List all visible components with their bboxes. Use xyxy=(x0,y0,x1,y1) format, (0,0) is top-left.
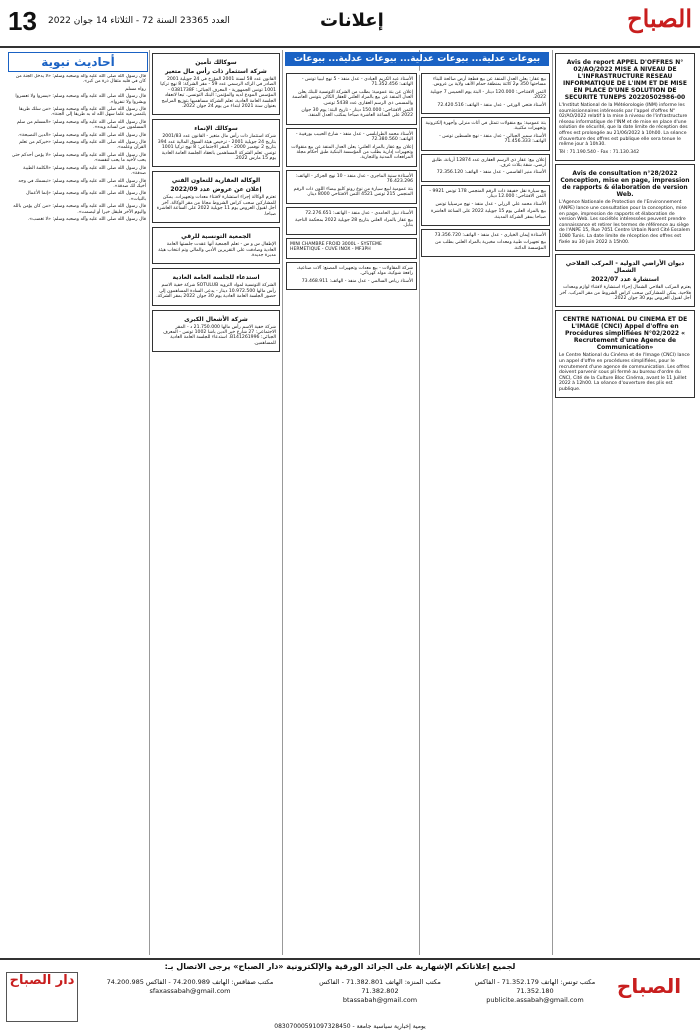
office-phone: مكتب صفاقس: الهاتف 74.200.989 - الفاكس 74.200.985 xyxy=(106,978,274,986)
page-footer xyxy=(0,958,700,1032)
ad-text: الثمن الافتتاحي: 120.000 دينار - البتة يوم الخميس 7 جويلية 2022. xyxy=(430,89,546,101)
page-header xyxy=(0,0,700,48)
ad-block xyxy=(555,53,695,161)
ad-title: Avis de report APPEL D'OFFRES N° 02/AO/2022 MISE A NIVEAU DE L'INFRASTRUCTURE RESEAU INFORMATIQUE DE L'INM ET DE MISE EN PLACE D'UNE SOLUTION DE SECURITE TUNEPS 20220502986-00 xyxy=(563,59,687,101)
ad-text: بتة عمومية لبيع سيارة من نوع رونو كليو بيضاء اللون ذات الرقم المنجمي 215 تونس 4521 الثمن الافتتاحي 8000 دينار. xyxy=(293,186,413,198)
column-divider xyxy=(282,50,283,955)
ad-text: بيع سيارة نقل خفيفة ذات الرقم المنجمي 178 تونس 9921 - الثمن الافتتاحي: 12.000 دينار. xyxy=(429,188,546,200)
ad-title: شركة الأشغال الكبرى xyxy=(184,315,248,323)
hadith-item: قال رسول الله صلى الله عليه وآله وصحبه وسلم: «من كان يؤمن بالله واليوم الآخر فليقل خيرا أو ليصمت». xyxy=(13,204,146,215)
ad-block xyxy=(286,207,417,235)
hadith-item: قال رسول الله صلى الله عليه وآله وصحبه وسلم: «إنما الأعمال بالنيات». xyxy=(26,191,146,202)
ad-block xyxy=(421,73,550,114)
footer-logo-small: دار الصباح xyxy=(6,972,78,1022)
ad-title: سوكالك الإنماء xyxy=(194,125,238,133)
hadith-item: قال رسول الله صلى الله عليه وآله وصحبه وسلم: «يسروا ولا تعسروا وبشروا ولا تنفروا». xyxy=(15,94,146,105)
ad-block xyxy=(152,268,280,305)
office-email[interactable]: btassabah@gmail.com xyxy=(342,996,418,1004)
ad-block xyxy=(152,227,280,264)
ad-body: القانون عدد 58 لسنة 2001 المؤرخ في 24 جويلية 2001 الصادر في الرائد الرسمي عدد 59 - مقر الشركة: 8 نهج تركيا 1001 تونس الجمهورية - المعرف الجبائي: 0381738F - المؤسس المودع لديه والمؤتمن: البنك التونسي. تبعا لانعقاد الجلسة العامة العادية، تعلم الشركة مساهميها بتوزيع المرابيح بعنوان سنة 2021 ابتداء من يوم 24 جوان 2022. xyxy=(160,77,276,110)
ad-body: الشركة التونسية لمواد التزويد SOTULUB شركة خفية الاسم رأس مالها 10.972.500 دينار - يدعى السادة المساهمون إلى حضور الجلسة العامة العادية يوم 30 جوان 2022 بمقر الشركة. xyxy=(156,283,276,300)
hadith-item: قال رسول الله صلى الله عليه وآله وصحبه وسلم: «تبسمك في وجه أخيك لك صدقة». xyxy=(18,178,146,189)
ad-body: شركة خفية الاسم رأس مالها 21.750.000 د - المقر الاجتماعي: 27 شارع خير الدين باشا 1002 تونس - المعرف الجبائي: B141261996. استدعاء للجلسة العامة العادية للمساهمين. xyxy=(162,324,276,346)
column-divider xyxy=(552,50,553,955)
ad-block xyxy=(555,164,695,251)
ad-block xyxy=(286,128,417,167)
footer-bottom-line: يومية إخبارية سياسية جامعة - 08307000591097328450 xyxy=(274,1023,426,1030)
hadith-item: قال رسول الله صلى الله عليه وآله وصحبه وسلم: «الدين النصيحة». xyxy=(17,132,146,138)
ad-block xyxy=(286,170,417,204)
ad-body: يعتزم المركب الفلاحي الشمال إجراء استشارة لاقتناء لوازم ومعدات فلاحية. يمكن للمشاركين سحب كراس الشروط من مقر المركب. آخر أجل لقبول العروض يوم 30 جوان 2022. xyxy=(559,285,691,301)
hadith-item: قال رسول الله صلى الله عليه وآله وصحبه وسلم: «الكلمة الطيبة صدقة». xyxy=(23,165,146,177)
ads-column-3 xyxy=(286,70,417,954)
page-number: 13 xyxy=(8,6,37,36)
ad-text: بتة عمومية: بيع منقولات تتمثل في أثاث منزلي وأجهزة إلكترونية وتجهيزات مكتبية. xyxy=(425,121,546,132)
ad-block xyxy=(421,117,550,151)
ad-title: ديوان الأراضي الدولية - المركب الفلاحي الشمال xyxy=(565,260,685,275)
office-phone: مكتب تونس: الهاتف 71.352.179 - الفاكس 71.352.180 xyxy=(474,978,596,995)
ad-title: Avis de consultation n°28/2022 Conception, mise en page, impression de rapports & élaboration de version Web. xyxy=(560,170,690,199)
ad-text: بيع تجهيزات طبية ومعدات مخبرية بالمزاد العلني بطلب من المؤسسة الدائنة. xyxy=(435,240,546,251)
judicial-sales-banner: بيوعات عدلية... بيوعات عدلية... بيوعات عدلية... بيوعات عدلية... xyxy=(285,52,549,66)
ad-body: الإطفال س و س - تعلم الجمعية أنها عقدت جلستها العامة العادية وصادقت على التقريرين الأدبي والمالي وتم انتخاب هيئة مديرة جديدة. xyxy=(158,242,276,258)
footer-contact xyxy=(300,978,460,1005)
ad-text: إعلان بيع: عقار ذي الرسم العقاري عدد 12874 أريانة، طابق أرضي، شقة بثلاث غرف. xyxy=(431,157,546,169)
ad-subtitle: إعلان عن عروض عدد 2022/09 xyxy=(170,186,262,194)
hadith-item: قال رسول الله صلى الله عليه وآله وصحبه وسلم: «خيركم من تعلم القرآن وعلمه». xyxy=(19,140,146,151)
hadith-title: أحاديث نبوية xyxy=(8,52,148,72)
hadith-item: قال رسول الله صلى الله عليه وآله وصحبه وسلم: «لا تغضب». xyxy=(27,216,146,222)
ad-title: سوكالك تأمين xyxy=(195,59,237,66)
ad-block xyxy=(421,229,550,257)
ad-title: استدعاء للجلسة العامة العادية xyxy=(172,274,260,282)
ad-body: L'Agence Nationale de Protection de l'Environnement (ANPE) lance une consultation pour la conception, mise en page, impression de rapports et élaboration de version Web. Les sociétés intéressées peuvent prendre connaissance et retirer les termes de référence au siège de l'ANPE 15, Rue 7051 Centre Urbain Nord Cité Essalem 1080 Tunis. La date limite de réception des offres est fixée au 30 juin 2022 à 15h00. xyxy=(559,200,691,245)
ad-text: الأستاذ منير القاسمي - عدل منفذ - الهاتف: 72.356.120 xyxy=(436,170,546,176)
ad-subtitle: شركة استثمار ذات رأس مال متغير xyxy=(165,68,267,75)
ad-text: الأستاذ فتحي الورغي - عدل منفذ - الهاتف: 72.420.516 xyxy=(437,102,546,108)
ad-text: الأستاذ عبد الكريم العيادي - عدل منفذ - 5 نهج ليبيا تونس - الهاتف: 71.352.456 xyxy=(301,77,413,88)
hadith-column xyxy=(8,74,146,952)
footer-slogan: لجميع إعلاناتكم الإشهارية على الجرائد الورقية والإلكترونية «دار الصباح» يرجى الاتصال بـ: xyxy=(164,962,516,971)
ad-block xyxy=(421,154,550,182)
ad-block xyxy=(286,238,417,259)
column-divider xyxy=(149,50,150,955)
ad-block xyxy=(286,73,417,125)
ad-title: الجمعية التونسية للرقي xyxy=(181,233,251,241)
ads-column-5 xyxy=(555,50,695,952)
ad-text: بيع عقار بالمزاد العلني بتاريخ 28 جويلية 2022 بمحكمة الناحية بنابل. xyxy=(295,217,413,229)
ad-text: الأستاذ محمد علي الزرلي - عدل منفذ - نهج مرسيليا تونس xyxy=(435,201,546,207)
hadith-item: قال رسول الله صلى الله عليه وآله وصحبه وسلم: «لا يدخل الجنة من كان في قلبه مثقال ذرة من كبر». xyxy=(15,74,146,85)
section-title: إعلانات xyxy=(320,10,384,31)
ad-block xyxy=(152,310,280,353)
ad-text: الأستاذ نبيل الحامدي - عدل منفذ - الهاتف: 72.276.651 xyxy=(305,210,413,216)
ad-text: بيع عقار: يعلن العدل المنفذ عن بيع قطعة أرض صالحة للبناء مساحتها 350 م2 كائنة بمنطقة حمام الأنف ولاية بن عروس. xyxy=(432,77,546,88)
ad-body: تعتزم الوكالة إجراء استشارة لاقتناء معدات وتجهيزات. يمكن للمشاركين سحب كراس الشروط مجانا من مقر الوكالة. آخر أجل لقبول العروض يوم 11 جويلية 2022 على الساعة العاشرة صباحا. xyxy=(156,195,276,217)
hadith-item: قال رسول الله صلى الله عليه وآله وصحبه وسلم: «من سلك طريقا يلتمس فيه علما سهل الله له به طريقا إلى الجنة». xyxy=(18,107,146,118)
ad-block xyxy=(421,185,550,226)
ad-title: CENTRE NATIONAL DU CINEMA ET DE L'IMAGE (CNCI) Appel d'offre en Procédures simplifiées N°02/2022 « Recrutement d'une Agence de Communication» xyxy=(562,316,688,352)
column-divider xyxy=(419,50,420,955)
ad-block xyxy=(152,171,280,223)
office-email[interactable]: publicite.assabah@gmail.com xyxy=(486,996,584,1004)
hadith-narrator: رواه مسلم xyxy=(125,86,146,92)
ad-block xyxy=(152,53,280,115)
ad-body: L'Institut National de la Météorologie (INM) informe les soumissionnaires intéressés par l'appel d'offres N° 02/AO/2022 relatif à la mise à niveau de l'infrastructure réseau informatique de l'INM et de mise en place d'une solution de sécurité, que la date limite de réception des offres est prolongée au 21/06/2022 à 10h00. La séance d'ouverture des offres est publique elle sera tenue le même jour à 10h30. xyxy=(559,103,688,148)
ad-text: شركة المقاولات - بيع معدات وتجهيزات المصنع: آلات صناعية، رافعة شوكية، مولد كهربائي. xyxy=(296,265,413,277)
ad-block xyxy=(555,254,695,307)
ad-text: الأستاذ سمير الجبالي - عدل منفذ - نهج فلسطين تونس - الهاتف: 71.456.333 xyxy=(439,133,546,145)
footer-logo: الصباح xyxy=(616,974,682,998)
ad-text: إعلان عن بتة عمومية: بطلب من الشركة التونسية للبنك يعلن العدل المنفذ عن بيع بالمزاد العلني للعقار الكائن بتونس العاصمة والمسمى ذي الرسم العقاري عدد 5438 تونس. xyxy=(292,89,413,106)
footer-contact xyxy=(470,978,600,1005)
ad-text: MINI CHAMBRE FROID 3000L - SYSTEME HERMETIQUE - CUVE INOX - MF3PH xyxy=(290,241,382,253)
ad-contact: Tél : 71.190.540 - Fax : 71.130.342 xyxy=(559,149,639,155)
hadith-item: قال رسول الله صلى الله عليه وآله وصحبه وسلم: «لا يؤمن أحدكم حتى يحب لأخيه ما يحب لنفسه». xyxy=(11,152,146,164)
ad-text: الأستاذة سنية الماجري - عدل منفذ - 10 نهج الجزائر - الهاتف: 76.423.296 xyxy=(295,173,413,185)
ad-text: الثمن الافتتاحي: 150.000 دينار - تاريخ البتة: يوم 30 جوان 2022 على الساعة العاشرة صباحا بمكتب العدل المنفذ. xyxy=(301,108,413,119)
newspaper-logo: الصباح xyxy=(627,4,692,33)
ads-column-4 xyxy=(421,70,550,954)
ad-text: بيع بالمزاد العلني يوم 15 جويلية 2022 على الساعة العاشرة صباحا بمقر الشركة المدينة. xyxy=(431,209,546,220)
ad-text: الأستاذة إيمان الخياري - عدل منفذ - الهاتف: 73.356.720 xyxy=(434,232,546,238)
ad-title: الوكالة العقارية للتعاون الفني xyxy=(171,177,261,185)
ad-subtitle: استشارة عدد 2022/07 xyxy=(591,276,659,284)
ad-block xyxy=(286,262,417,290)
ad-block xyxy=(555,310,695,398)
issue-line: العدد 23365 السنة 72 - الثلاثاء 14 جوان 2022 xyxy=(48,16,230,26)
ad-block xyxy=(152,119,280,167)
office-email[interactable]: sfaxassabah@gmail.com xyxy=(149,987,231,995)
hadith-item: قال رسول الله صلى الله عليه وآله وصحبه وسلم: «المسلم من سلم المسلمون من لسانه ويده». xyxy=(16,119,146,131)
ad-text: إعلان بيع عقار بالمزاد العلني: يعلن العدل المنفذ عن بيع منقولات وتجهيزات إدارية بطلب من المؤسسة البنكية طبق أحكام مجلة المرافعات المدنية والتجارية. xyxy=(291,144,413,161)
ad-text: الأستاذ رياض السالمي - عدل منفذ - الهاتف: 73.468.911 xyxy=(301,278,413,284)
ad-body: شركة استثمار ذات رأس مال متغير - القانون عدد 2001/83 بتاريخ 24 جويلية 2001 - ترخيص هيئة السوق المالية عدد 394 بتاريخ 2 نوفمبر 2000 - المقر الاجتماعي: 8 نهج تركيا 1001 تونس. تعلم الشركة المساهمين بانعقاد الجلسة العامة العادية يوم 15 مارس 2022. xyxy=(157,134,276,162)
office-phone: مكتب المنزه: الهاتف 71.382.801 - الفاكس 71.382.802 xyxy=(319,978,441,995)
footer-contact xyxy=(90,978,290,996)
ad-text: الأستاذ محمد الطرابلسي - عدل منفذ - شارع الحبيب بورقيبة - الهاتف: 72.380.560 xyxy=(295,131,413,143)
ads-column-2 xyxy=(152,50,280,952)
ad-body: Le Centre National du Cinéma et de l'Image (CNCI) lance un appel d'offre en procédures simplifiées, pour le recrutement d'une agence de communication. Les offres doivent parvenir sous pli fermé au bureau d'ordre du CNCI, Cité de la Culture Bloc Cinéma, avant le 11 Juillet 2022 à 12h00. La séance d'ouverture des plis est publique. xyxy=(559,353,690,392)
